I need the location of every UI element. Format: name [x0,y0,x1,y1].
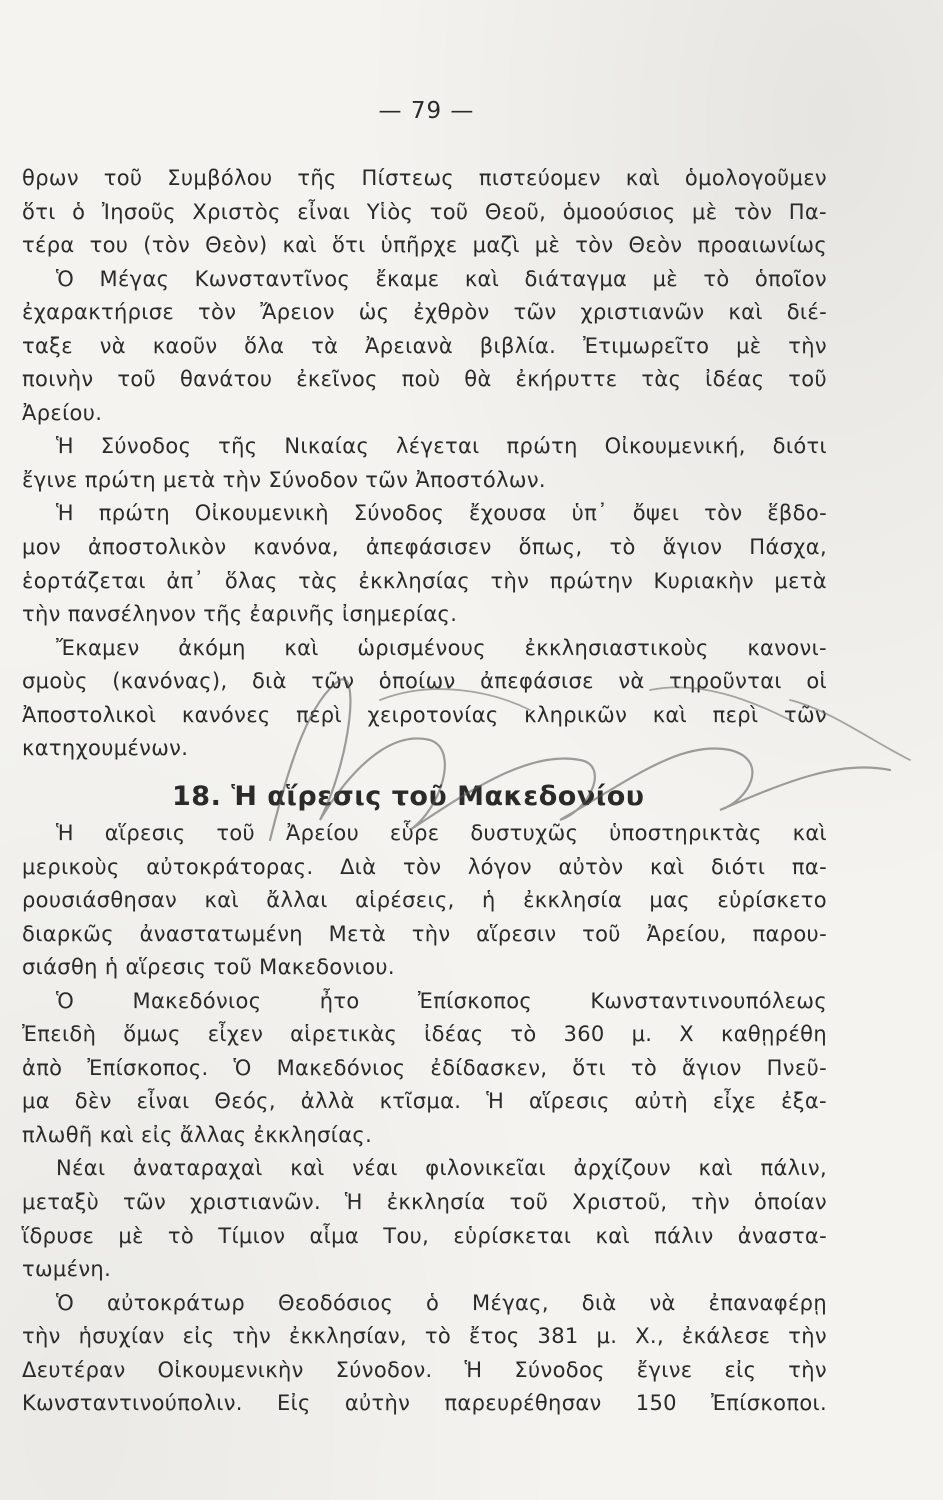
paragraph-line: ποινὴν τοῦ θανάτου ἐκεῖνος ποὺ θὰ ἐκήρυττε τὰς ἰδέας τοῦ [22,367,827,392]
paragraph-line: μον ἀποστολικὸν κανόνα, ἀπεφάσισεν ὅπως, τὸ ἅγιον Πάσχα, [22,535,827,560]
page-number: — 79 — [378,98,475,124]
paragraph-line: τωμένη. [22,1257,112,1282]
paragraph-line: σιάσθη ἡ αἵρεσις τοῦ Μακεδονιου. [22,955,395,980]
paragraph-line: Νέαι ἀναταραχαὶ καὶ νέαι φιλονικεῖαι ἀρχίζουν καὶ πάλιν, [56,1156,827,1181]
paragraph-line: Ὁ Μέγας Κωνσταντῖνος ἔκαμε καὶ διάταγμα μὲ τὸ ὁποῖον [56,266,827,291]
paragraph-line: μα δὲν εἶναι Θεός, ἀλλὰ κτῖσμα. Ἡ αἵρεσις αὐτὴ εἶχε ἐξα- [22,1089,827,1114]
paragraph-line: μεταξὺ τῶν χριστιανῶν. Ἡ ἐκκλησία τοῦ Χριστοῦ, τὴν ὁποίαν [22,1190,827,1215]
paragraph-line: ἐχαρακτήρισε τὸν Ἄρειον ὡς ἐχθρὸν τῶν χριστιανῶν καὶ διέ- [22,300,827,325]
paragraph-line: Ἡ πρώτη Οἰκουμενικὴ Σύνοδος ἔχουσα ὑπ᾽ ὄψει τὸν ἕβδο- [56,501,827,526]
paragraph-line: Ὁ Μακεδόνιος ἦτο Ἐπίσκοπος Κωνσταντινουπόλεως [56,988,827,1013]
paragraph-line: πλωθῆ καὶ εἰς ἄλλας ἐκκλησίας. [22,1122,373,1147]
body-text-bottom [22,817,827,1421]
paragraph-line: Ἔκαμεν ἀκόμη καὶ ὡρισμένους ἐκκλησιαστικοὺς κανονι- [56,635,827,660]
paragraph-line: Ὁ αὐτοκράτωρ Θεοδόσιος ὁ Μέγας, διὰ νὰ ἐπαναφέρῃ [56,1290,827,1315]
section-heading: 18. Ἡ αἵρεσις τοῦ Μακεδονίου [172,781,645,812]
paragraph-line: μερικοὺς αὐτοκράτορας. Διὰ τὸν λόγον αὐτὸν καὶ διότι πα- [22,854,827,879]
paragraph-line: τὴν πανσέληνον τῆς ἐαρινῆς ἰσημερίας. [22,602,458,627]
paragraph-line: Ἀποστολικοὶ κανόνες περὶ χειροτονίας κληρικῶν καὶ περὶ τῶν [22,702,827,727]
body-text-top [22,162,827,766]
paragraph-line: τέρα του (τὸν Θεὸν) καὶ ὅτι ὑπῆρχε μαζὶ μὲ τὸν Θεὸν προαιωνίως [22,233,827,258]
paragraph-line: ἑορτάζεται ἀπ᾽ ὅλας τὰς ἐκκλησίας τὴν πρώτην Κυριακὴν μετὰ [22,568,827,593]
paragraph-line: Ἐπειδὴ ὅμως εἶχεν αἱρετικὰς ἰδέας τὸ 360 μ. Χ καθῃρέθη [22,1022,827,1047]
paragraph-line: Κωνσταντινούπολιν. Εἰς αὐτὴν παρευρέθησαν 150 Ἐπίσκοποι. [22,1391,827,1416]
paragraph-line: τὴν ἡσυχίαν εἰς τὴν ἐκκλησίαν, τὸ ἔτος 381 μ. Χ., ἐκάλεσε τὴν [22,1324,827,1349]
paragraph-line: διαρκῶς ἀναστατωμένη Μετὰ τὴν αἵρεσιν τοῦ Ἀρείου, παρου- [22,921,827,946]
paragraph-line: κατηχουμένων. [22,736,189,761]
paragraph-line: Δευτέραν Οἰκουμενικὴν Σύνοδον. Ἡ Σύνοδος ἔγινε εἰς τὴν [22,1357,827,1382]
paragraph-line: ἀπὸ Ἐπίσκοπος. Ὁ Μακεδόνιος ἐδίδασκεν, ὅτι τὸ ἅγιον Πνεῦ- [22,1055,827,1080]
paragraph-line: ἔγινε πρώτη μετὰ τὴν Σύνοδον τῶν Ἀποστόλων. [22,467,546,492]
paragraph-line: Ἡ Σύνοδος τῆς Νικαίας λέγεται πρώτη Οἰκουμενική, διότι [56,434,827,459]
paragraph-line: σμοὺς (κανόνας), διὰ τῶν ὁποίων ἀπεφάσισε νὰ τηροῦνται οἱ [22,669,827,694]
paragraph-line: Ἀρείου. [22,400,103,425]
paragraph-line: θρων τοῦ Συμβόλου τῆς Πίστεως πιστεύομεν καὶ ὁμολογοῦμεν [22,166,827,190]
paragraph-line: ἵδρυσε μὲ τὸ Τίμιον αἷμα Του, εὑρίσκεται καὶ πάλιν ἀναστα- [22,1223,827,1248]
paragraph-line: ὅτι ὁ Ἰησοῦς Χριστὸς εἶναι Υἱὸς τοῦ Θεοῦ, ὁμοούσιος μὲ τὸν Πα- [22,199,827,224]
paragraph-line: ρουσιάσθησαν καὶ ἄλλαι αἱρέσεις, ἡ ἐκκλησία μας εὑρίσκετο [22,888,827,913]
paragraph-line: Ἡ αἵρεσις τοῦ Ἀρείου εὗρε δυστυχῶς ὑποστηρικτὰς καὶ [56,821,827,845]
paragraph-line: ταξε νὰ καοῦν ὅλα τὰ Ἀρειανὰ βιβλία. Ἐτιμωρεῖτο μὲ τὴν [22,333,827,358]
